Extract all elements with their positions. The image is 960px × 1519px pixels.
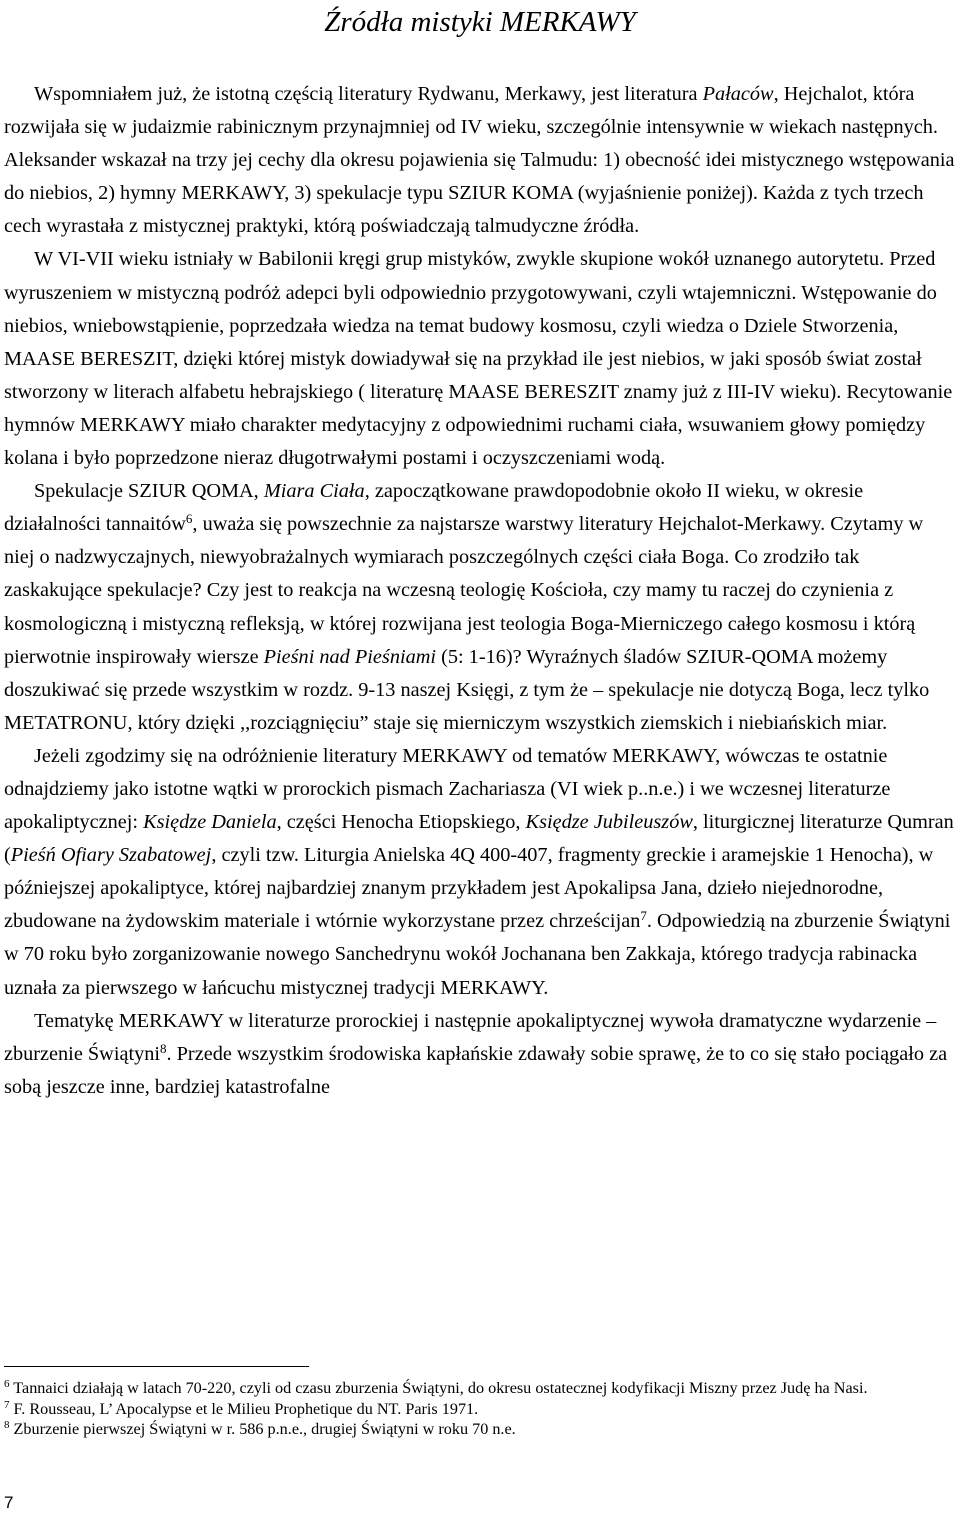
paragraph-3-text-a: Spekulacje SZIUR QOMA, — [34, 480, 264, 503]
paragraph-4-text-a: Jeżeli zgodzimy się na odróżnienie literatury MERKAWY od tematów MERKAWY, wówczas te ostatnie odnajdziemy jako istotne wątki w prorockich pismach Zachariasza (VI wiek p..n.e.) i we wczesnej literaturze apokaliptycznej: — [4, 744, 891, 834]
footnote-number: 6 — [4, 1378, 10, 1390]
footnote-8 — [4, 1419, 956, 1440]
paragraph-1-text-a: Wspomniałem już, że istotną częścią literatury Rydwanu, Merkawy, jest literatura — [34, 83, 703, 105]
paragraph-2: W VI-VII wieku istniały w Babilonii kręgi grup mistyków, zwykle skupione wokół uznanego autorytetu. Przed wyruszeniem w mistyczną podróż adepci byli odpowiednio przygotowywani, czyli wtajemniczni. Wstępowanie do niebios, wniebowstąpienie, poprzedzała wiedza na temat budowy kosmosu, czyli wiedza o Dziele Stworzenia, MAASE BERESZIT, dzięki której mistyk dowiadywał się na przykład ile jest niebios, w jaki sposób świat został stworzony w literach alfabetu hebrajskiego ( literaturę MAASE BERESZIT znamy już z III-IV wieku). Recytowanie hymnów MERKAWY miało charakter medytacyjny z odpowiednimi ruchami ciała, wsuwaniem głowy pomiędzy kolana i było poprzedzone nieraz długotrwałymi postami i oczyszczeniami wodą. — [4, 248, 953, 470]
paragraph-1-italic-palacow: Pałaców — [702, 83, 774, 105]
footnote-ref-6[interactable]: 6 — [185, 511, 193, 527]
paragraph-3-italic-miara-ciala: Miara Ciała — [263, 480, 365, 503]
footnote-7 — [4, 1399, 956, 1420]
paragraph-4-text-e: , liturgicznej literaturze Qumran ( — [4, 811, 954, 867]
footnote-text: F. Rousseau, L’ Apocalypse et le Milieu Prophetique du NT. Paris 1971. — [9, 1399, 479, 1418]
paragraph-4-text-c: , części Henocha Etiopskiego, — [276, 811, 526, 834]
footnote-separator — [4, 1366, 309, 1367]
paragraph-3 — [4, 475, 956, 740]
paragraph-4-italic-daniela: Księdze Daniela — [143, 811, 277, 834]
footnote-6 — [4, 1378, 956, 1399]
footnote-number: 8 — [4, 1419, 10, 1431]
paragraph-5-text-b: . Przede wszystkim środowiska kapłańskie zdawały sobie sprawę, że to co się stało pociągało za sobą jeszcze inne, bardziej katastrofalne — [4, 1042, 948, 1098]
paragraph-3-text-c: , zapoczątkowane prawdopodobnie około II wieku, w okresie działalności tannaitów — [4, 480, 864, 536]
paragraph-5-text-a: Tematykę MERKAWY w literaturze prorockiej i następnie apokaliptycznej wywoła dramatyczne wydarzenie – zburzenie Świątyni — [4, 1009, 937, 1065]
paragraph-5 — [4, 1005, 956, 1104]
page-title: Źródła mistyki MERKAWY — [324, 6, 636, 38]
paragraph-1-text-c: , Hejchalot, która rozwijała się w judaizmie rabinicznym przynajmniej od IV wieku, szczególnie intensywnie w wiekach następnych. Aleksander wskazał na trzy jej cechy dla okresu pojawienia się Talmudu: 1) obecność idei mistycznego wstępowania do niebios, 2) hymny MERKAWY, 3) spekulacje typu SZIUR KOMA (wyjaśnienie poniżej). Każda z tych trzech cech wyrastała z mistycznej praktyki, którą poświadczają talmudyczne źródła. — [4, 83, 955, 238]
footnote-ref-7[interactable]: 7 — [640, 908, 647, 924]
main-text — [4, 78, 956, 1104]
footnotes — [4, 1378, 956, 1440]
paragraph-3-text-f: (5: 1-16)? Wyraźnych śladów SZIUR-QOMA możemy doszukiwać się przede wszystkim w rozdz. 9-13 naszej Księgi, z tym że – spekulacje nie dotyczą Boga, lecz tylko METATRONU, który dzięki ,,rozciągnięciu” staje się mierniczym wszystkich ziemskich i niebiańskich miar. — [4, 645, 930, 734]
footnote-text: Tannaici działają w latach 70-220, czyli od czasu zburzenia Świątyni, do okresu ostatecznej kodyfikacji Miszny przez Judę ha Nasi. — [9, 1379, 868, 1397]
footnote-ref-8[interactable]: 8 — [160, 1040, 167, 1056]
footnote-text: Zburzenie pierwszej Świątyni w r. 586 p.n.e., drugiej Świątyni w roku 70 n.e. — [9, 1420, 516, 1438]
paragraph-4 — [4, 740, 956, 1005]
footnote-number: 7 — [4, 1398, 10, 1411]
paragraph-4-text-h: . Odpowiedzią na zburzenie Świątyni w 70 roku było zorganizowanie nowego Sanchedrynu wokół Jochanana ben Zakkaja, którego tradycja rabinacka uznała za pierwszego w łańcuchu mistycznej tradycji MERKAWY. — [4, 910, 951, 999]
paragraph-3-text-d: , uważa się powszechnie za najstarsze warstwy literatury Hejchalot-Merkawy. Czytamy w niej o nadzwyczajnych, niewyobrażalnych wymiarach poszczególnych części ciała Boga. Co zrodziło tak zaskakujące spekulacje? Czy jest to reakcja na wczesną teologię Kościoła, czy mamy tu raczej do czynienia z kosmologiczną i mistyczną refleksją, w której rozwijana jest teologia Boga-Mierniczego całego kosmosu i którą pierwotnie inspirowały wiersze — [4, 513, 924, 668]
paragraph-4-italic-piesn-ofiary: Pieśń Ofiary Szabatowej — [10, 844, 212, 867]
paragraph-1 — [4, 78, 956, 243]
page-number: 7 — [4, 1493, 14, 1512]
paragraph-3-italic-piesni: Pieśni nad Pieśniami — [263, 645, 437, 668]
paragraph-4-text-g: , czyli tzw. Liturgia Anielska 4Q 400-407, fragmenty greckie i aramejskie 1 Henocha), w późniejszej apokaliptyce, której najbardziej znanym przykładem jest Apokalipsa Jana, dzieło niejednorodne, zbudowane na żydowskim materiale i wtórnie wykorzystane przez chrześcijan — [4, 844, 934, 933]
paragraph-4-italic-jubileuszow: Księdze Jubileuszów — [525, 811, 693, 834]
